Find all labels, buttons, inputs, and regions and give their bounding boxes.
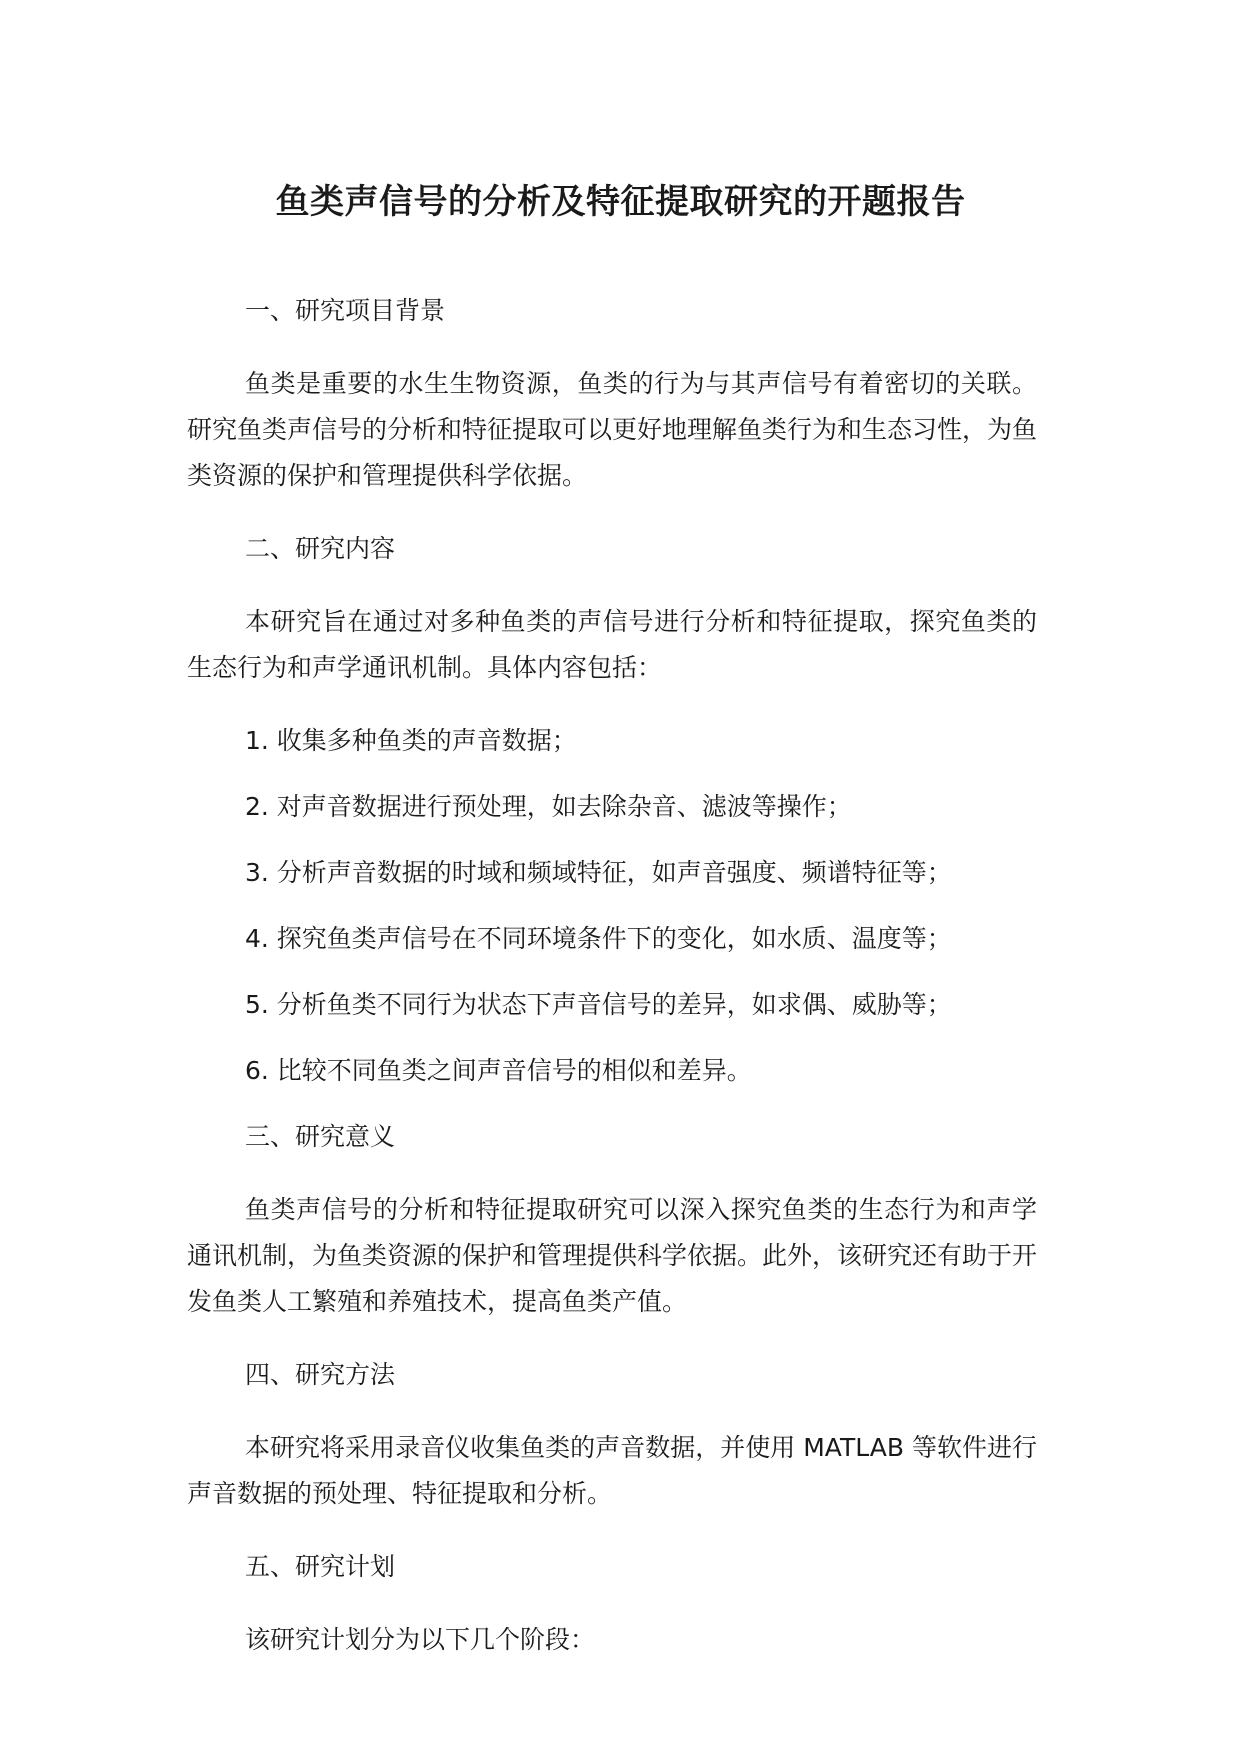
- body-paragraph: 本研究旨在通过对多种鱼类的声信号进行分析和特征提取，探究鱼类的生态行为和声学通讯机制。具体内容包括：: [187, 607, 1037, 682]
- list-item: 3. 分析声音数据的时域和频域特征，如声音强度、频谱特征等；: [245, 858, 952, 887]
- body-paragraph: 鱼类声信号的分析和特征提取研究可以深入探究鱼类的生态行为和声学通讯机制，为鱼类资源的保护和管理提供科学依据。此外，该研究还有助于开发鱼类人工繁殖和养殖技术，提高鱼类产值。: [187, 1195, 1038, 1316]
- list-item: 1. 收集多种鱼类的声音数据；: [245, 726, 577, 755]
- body-paragraph: 鱼类是重要的水生生物资源，鱼类的行为与其声信号有着密切的关联。研究鱼类声信号的分析和特征提取可以更好地理解鱼类行为和生态习性，为鱼类资源的保护和管理提供科学依据。: [187, 369, 1038, 490]
- list-item: 6. 比较不同鱼类之间声音信号的相似和差异。: [245, 1056, 752, 1085]
- list-item: 4. 探究鱼类声信号在不同环境条件下的变化，如水质、温度等；: [245, 924, 952, 953]
- section-heading: 四、研究方法: [245, 1360, 396, 1389]
- section-heading: 三、研究意义: [245, 1122, 396, 1151]
- document-body: [187, 288, 1037, 1690]
- section-heading: 五、研究计划: [245, 1552, 396, 1581]
- section-heading: 二、研究内容: [245, 534, 396, 563]
- body-paragraph: 该研究计划分为以下几个阶段：: [245, 1625, 596, 1654]
- list-item: 2. 对声音数据进行预处理，如去除杂音、滤波等操作；: [245, 792, 852, 821]
- section-heading: 一、研究项目背景: [245, 296, 446, 325]
- list-item: 5. 分析鱼类不同行为状态下声音信号的差异，如求偶、威胁等；: [245, 990, 952, 1019]
- document-title: 鱼类声信号的分析及特征提取研究的开题报告: [275, 182, 966, 222]
- body-paragraph: 本研究将采用录音仪收集鱼类的声音数据，并使用 MATLAB 等软件进行声音数据的预处理、特征提取和分析。: [187, 1433, 1037, 1508]
